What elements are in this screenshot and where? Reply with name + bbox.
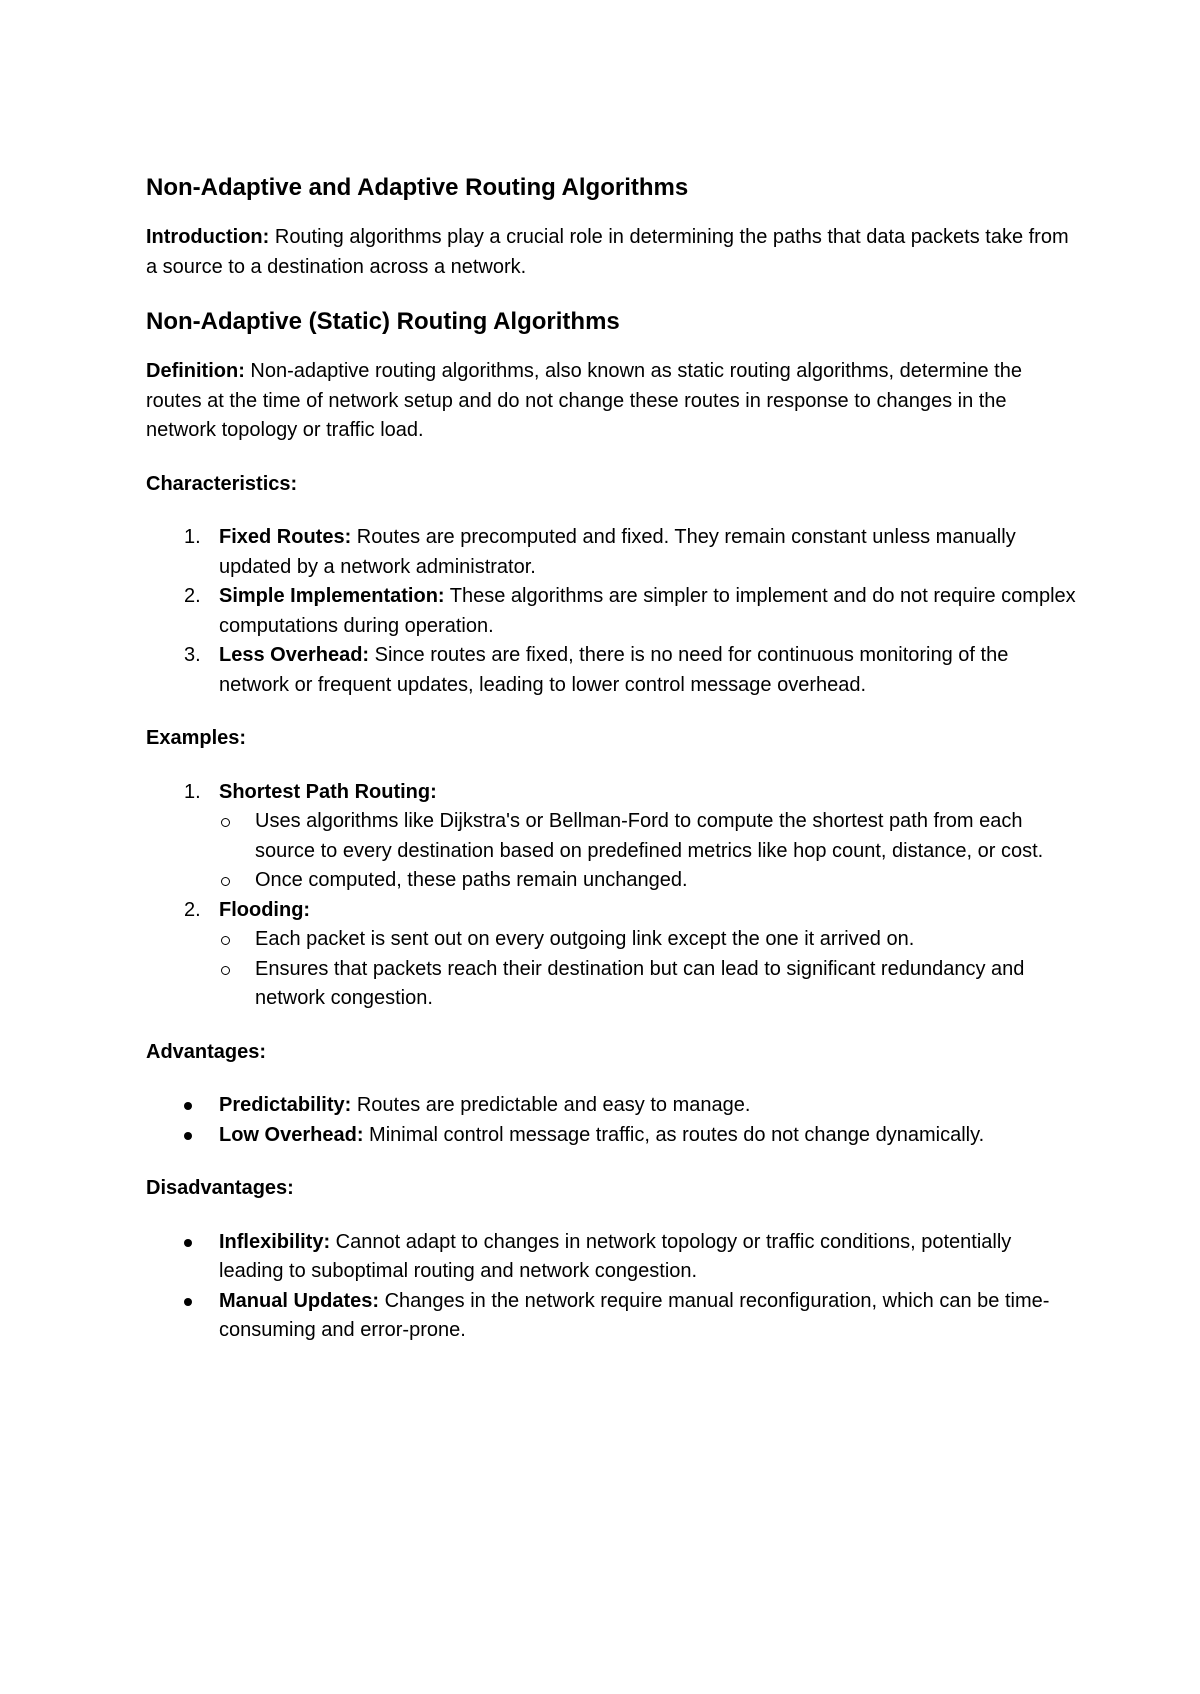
document-title: Non-Adaptive and Adaptive Routing Algorithms	[146, 174, 689, 201]
list-item	[146, 1287, 1076, 1346]
sub-list-item	[219, 955, 1076, 1014]
bullet-icon	[184, 1239, 192, 1247]
bullet-icon	[184, 1132, 192, 1140]
examples-heading: Examples:	[146, 727, 247, 749]
item-text: Changes in the network require manual reconfiguration, which can be time-consuming and error-prone.	[219, 1289, 1050, 1341]
item-label: Shortest Path Routing:	[219, 780, 437, 803]
item-label: Inflexibility:	[219, 1230, 331, 1253]
sub-item-text: Uses algorithms like Dijkstra's or Bellman-Ford to compute the shortest path from each source to every destination based on predefined metrics like hop count, distance, or cost.	[255, 810, 1044, 862]
sub-list	[219, 925, 1076, 1014]
characteristics-heading: Characteristics:	[146, 472, 298, 495]
list-item	[146, 896, 1076, 1014]
list-number: 1.	[184, 780, 201, 803]
sub-item-text: Each packet is sent out on every outgoing link except the one it arrived on.	[255, 928, 915, 950]
list-number: 2.	[184, 898, 201, 921]
list-item	[146, 582, 1076, 641]
advantages-list	[146, 1091, 1076, 1150]
list-item	[146, 1091, 1076, 1121]
item-text: Routes are predictable and easy to manage.	[351, 1094, 751, 1116]
item-text: Cannot adapt to changes in network topology or traffic conditions, potentially leading to suboptimal routing and network congestion.	[219, 1230, 1012, 1282]
list-number: 2.	[184, 585, 201, 607]
sub-list	[219, 807, 1076, 896]
sub-item-text: Ensures that packets reach their destination but can lead to significant redundancy and network congestion.	[255, 957, 1025, 1009]
sub-list-item	[219, 866, 1076, 896]
list-item	[146, 778, 1076, 896]
item-text: Since routes are fixed, there is no need for continuous monitoring of the network or frequent updates, leading to lower control message overhead.	[219, 644, 1009, 696]
list-number: 1.	[184, 526, 201, 548]
item-text: Minimal control message traffic, as routes do not change dynamically.	[363, 1123, 985, 1146]
disadvantages-list	[146, 1228, 1076, 1346]
examples-list	[146, 778, 1076, 1014]
advantages-heading: Advantages:	[146, 1040, 267, 1063]
list-item	[146, 1121, 1076, 1151]
item-label: Simple Implementation:	[219, 585, 445, 607]
definition-paragraph	[146, 357, 1076, 446]
sub-list-item	[219, 807, 1076, 866]
hollow-bullet-icon	[221, 818, 230, 827]
list-item	[146, 641, 1076, 700]
hollow-bullet-icon	[221, 877, 230, 886]
item-label: Manual Updates:	[219, 1289, 380, 1312]
bullet-icon	[184, 1298, 192, 1306]
sub-list-item	[219, 925, 1076, 955]
characteristics-list	[146, 523, 1076, 700]
section-title: Non-Adaptive (Static) Routing Algorithms	[146, 308, 620, 335]
document-page	[146, 172, 1076, 1370]
item-label: Flooding:	[219, 898, 311, 921]
item-text: These algorithms are simpler to implement and do not require complex computations during operation.	[219, 585, 1076, 637]
definition-label: Definition:	[146, 360, 245, 382]
list-item	[146, 1228, 1076, 1287]
disadvantages-heading: Disadvantages:	[146, 1177, 294, 1199]
hollow-bullet-icon	[221, 936, 230, 945]
definition-text: Non-adaptive routing algorithms, also known as static routing algorithms, determine the routes at the time of network setup and do not change these routes in response to changes in the network topology or traffic load.	[146, 360, 1022, 441]
item-label: Low Overhead:	[219, 1123, 364, 1146]
intro-text: Routing algorithms play a crucial role in determining the paths that data packets take from a source to a destination across a network.	[146, 226, 1069, 278]
item-text: Routes are precomputed and fixed. They remain constant unless manually updated by a network administrator.	[219, 526, 1016, 578]
bullet-icon	[184, 1102, 192, 1110]
list-item	[146, 523, 1076, 582]
intro-label: Introduction:	[146, 226, 270, 248]
intro-paragraph	[146, 223, 1076, 282]
sub-item-text: Once computed, these paths remain unchanged.	[255, 869, 688, 891]
item-label: Less Overhead:	[219, 644, 370, 666]
item-label: Fixed Routes:	[219, 526, 352, 548]
item-label: Predictability:	[219, 1094, 352, 1116]
hollow-bullet-icon	[221, 966, 230, 975]
list-number: 3.	[184, 644, 201, 666]
